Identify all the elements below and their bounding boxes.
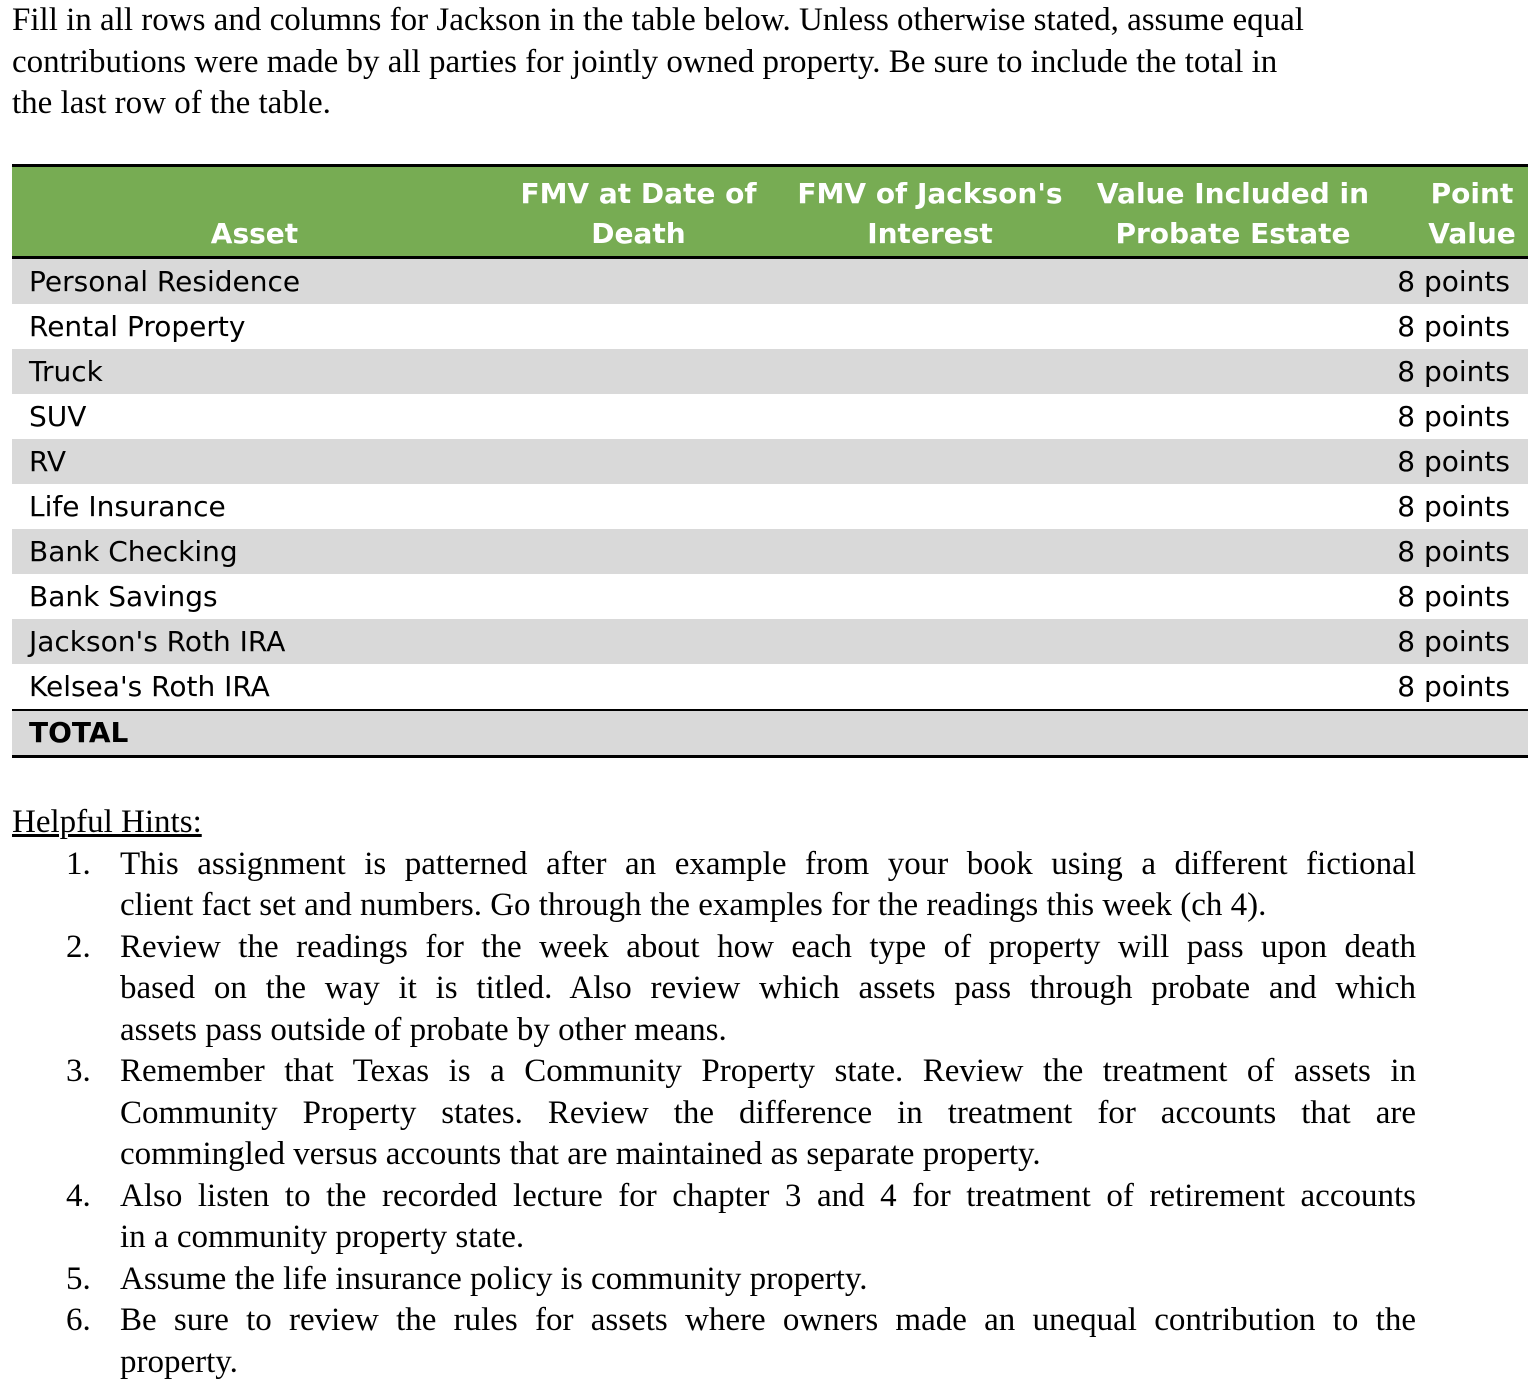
point-value: 8 points: [1397, 310, 1510, 343]
asset-name: Kelsea's Roth IRA: [29, 670, 270, 703]
asset-name: Rental Property: [29, 310, 246, 343]
helpful-hints-section: [12, 802, 1416, 1383]
fmv-date-of-death-cell[interactable]: [497, 258, 780, 305]
point-value: 8 points: [1397, 490, 1510, 523]
fmv-date-of-death-cell[interactable]: [497, 304, 780, 349]
hint-item: [12, 1300, 1416, 1383]
fmv-jacksons-interest-cell[interactable]: [780, 439, 1080, 484]
hint-line: client fact set and numbers. Go through the examples for the readings this week (ch 4).: [120, 887, 1267, 923]
table-row: [12, 664, 1528, 710]
hint-line: Remember that Texas is a Community Property state. Review the treatment of assets in: [120, 1053, 1416, 1089]
point-value: 8 points: [1397, 445, 1510, 478]
table-row: [12, 349, 1528, 394]
point-value: 8 points: [1397, 625, 1510, 658]
point-value: 8 points: [1397, 265, 1510, 298]
hint-number: 2.: [66, 928, 91, 965]
table-row: [12, 484, 1528, 529]
fmv-jacksons-interest-cell[interactable]: [780, 394, 1080, 439]
hint-line: Community Property states. Review the difference in treatment for accounts that are: [120, 1094, 1416, 1131]
hint-line: Also listen to the recorded lecture for chapter 3 and 4 for treatment of retirement accounts: [120, 1177, 1416, 1214]
fmv-date-of-death-cell[interactable]: [497, 529, 780, 574]
probate-value-cell[interactable]: [1080, 484, 1386, 529]
asset-name: Personal Residence: [29, 265, 301, 298]
instructions-line: Fill in all rows and columns for Jackson in the table below. Unless otherwise stated, assume equal: [12, 2, 1304, 38]
fmv-date-of-death-cell[interactable]: [497, 664, 780, 710]
hint-number: 3.: [66, 1053, 91, 1089]
asset-table: [12, 164, 1528, 758]
total-probate-value-cell[interactable]: [1080, 710, 1386, 756]
point-value: 8 points: [1397, 355, 1510, 388]
header-fmv-date-of-death: FMV at Date of Death: [497, 166, 780, 258]
hint-item: [12, 1259, 1416, 1301]
table-row: [12, 439, 1528, 484]
hint-number: 4.: [66, 1177, 91, 1214]
hints-title: Helpful Hints:: [12, 804, 202, 840]
hint-line: based on the way it is titled. Also review which assets pass through probate and which: [120, 970, 1416, 1006]
probate-value-cell[interactable]: [1080, 258, 1386, 305]
header-value-in-probate: Value Included in Probate Estate: [1080, 166, 1386, 258]
hint-item: [12, 1176, 1416, 1259]
fmv-date-of-death-cell[interactable]: [497, 574, 780, 619]
table-row: [12, 529, 1528, 574]
table-row: [12, 574, 1528, 619]
hint-line: in a community property state.: [120, 1219, 525, 1255]
fmv-jacksons-interest-cell[interactable]: [780, 484, 1080, 529]
fmv-jacksons-interest-cell[interactable]: [780, 529, 1080, 574]
probate-value-cell[interactable]: [1080, 394, 1386, 439]
hint-number: 5.: [66, 1260, 91, 1297]
probate-value-cell[interactable]: [1080, 619, 1386, 664]
hint-number: 1.: [66, 845, 91, 882]
instructions-line: contributions were made by all parties for jointly owned property. Be sure to include the total in: [12, 43, 1278, 80]
hint-item: [12, 844, 1416, 927]
probate-value-cell[interactable]: [1080, 574, 1386, 619]
hints-list: [12, 844, 1416, 1384]
hint-line: property.: [120, 1343, 238, 1380]
fmv-jacksons-interest-cell[interactable]: [780, 619, 1080, 664]
asset-name: Life Insurance: [29, 490, 226, 523]
probate-value-cell[interactable]: [1080, 304, 1386, 349]
fmv-jacksons-interest-cell[interactable]: [780, 349, 1080, 394]
table-row: [12, 304, 1528, 349]
total-point-value-cell: [1386, 710, 1528, 756]
header-asset: Asset: [12, 166, 497, 258]
hint-line: Review the readings for the week about how each type of property will pass upon death: [120, 928, 1416, 965]
hint-line: Be sure to review the rules for assets where owners made an unequal contribution to the: [120, 1302, 1416, 1338]
asset-name: Jackson's Roth IRA: [29, 625, 286, 658]
fmv-jacksons-interest-cell[interactable]: [780, 258, 1080, 305]
point-value: 8 points: [1397, 535, 1510, 568]
fmv-date-of-death-cell[interactable]: [497, 619, 780, 664]
fmv-date-of-death-cell[interactable]: [497, 394, 780, 439]
header-point-value: Point Value: [1386, 166, 1528, 258]
asset-name: SUV: [29, 400, 87, 433]
point-value: 8 points: [1397, 580, 1510, 613]
asset-name: Bank Checking: [29, 535, 238, 568]
point-value: 8 points: [1397, 670, 1510, 703]
asset-table-container: [12, 164, 1528, 758]
instructions-paragraph: [12, 0, 1416, 125]
hint-item: [12, 927, 1416, 1052]
total-fmv-jacksons-interest-cell[interactable]: [780, 710, 1080, 756]
table-header-row: [12, 166, 1528, 258]
total-fmv-date-of-death-cell[interactable]: [497, 710, 780, 756]
asset-name: Truck: [29, 355, 103, 388]
probate-value-cell[interactable]: [1080, 529, 1386, 574]
fmv-date-of-death-cell[interactable]: [497, 484, 780, 529]
fmv-jacksons-interest-cell[interactable]: [780, 304, 1080, 349]
hint-line: commingled versus accounts that are maintained as separate property.: [120, 1136, 1041, 1172]
probate-value-cell[interactable]: [1080, 664, 1386, 710]
hint-line: assets pass outside of probate by other means.: [120, 1011, 727, 1048]
asset-name: Bank Savings: [29, 580, 218, 613]
hint-line: This assignment is patterned after an example from your book using a different fictional: [120, 845, 1416, 882]
total-row: [12, 710, 1528, 756]
hint-number: 6.: [66, 1302, 91, 1338]
fmv-jacksons-interest-cell[interactable]: [780, 574, 1080, 619]
fmv-jacksons-interest-cell[interactable]: [780, 664, 1080, 710]
header-fmv-jacksons-interest: FMV of Jackson's Interest: [780, 166, 1080, 258]
fmv-date-of-death-cell[interactable]: [497, 349, 780, 394]
asset-name: RV: [29, 445, 67, 478]
table-row: [12, 394, 1528, 439]
table-row: [12, 258, 1528, 305]
total-label: TOTAL: [12, 710, 497, 756]
probate-value-cell[interactable]: [1080, 349, 1386, 394]
probate-value-cell[interactable]: [1080, 439, 1386, 484]
fmv-date-of-death-cell[interactable]: [497, 439, 780, 484]
point-value: 8 points: [1397, 400, 1510, 433]
hint-item: [12, 1051, 1416, 1176]
hint-line: Assume the life insurance policy is community property.: [120, 1260, 868, 1297]
instructions-line: the last row of the table.: [12, 85, 331, 121]
table-row: [12, 619, 1528, 664]
